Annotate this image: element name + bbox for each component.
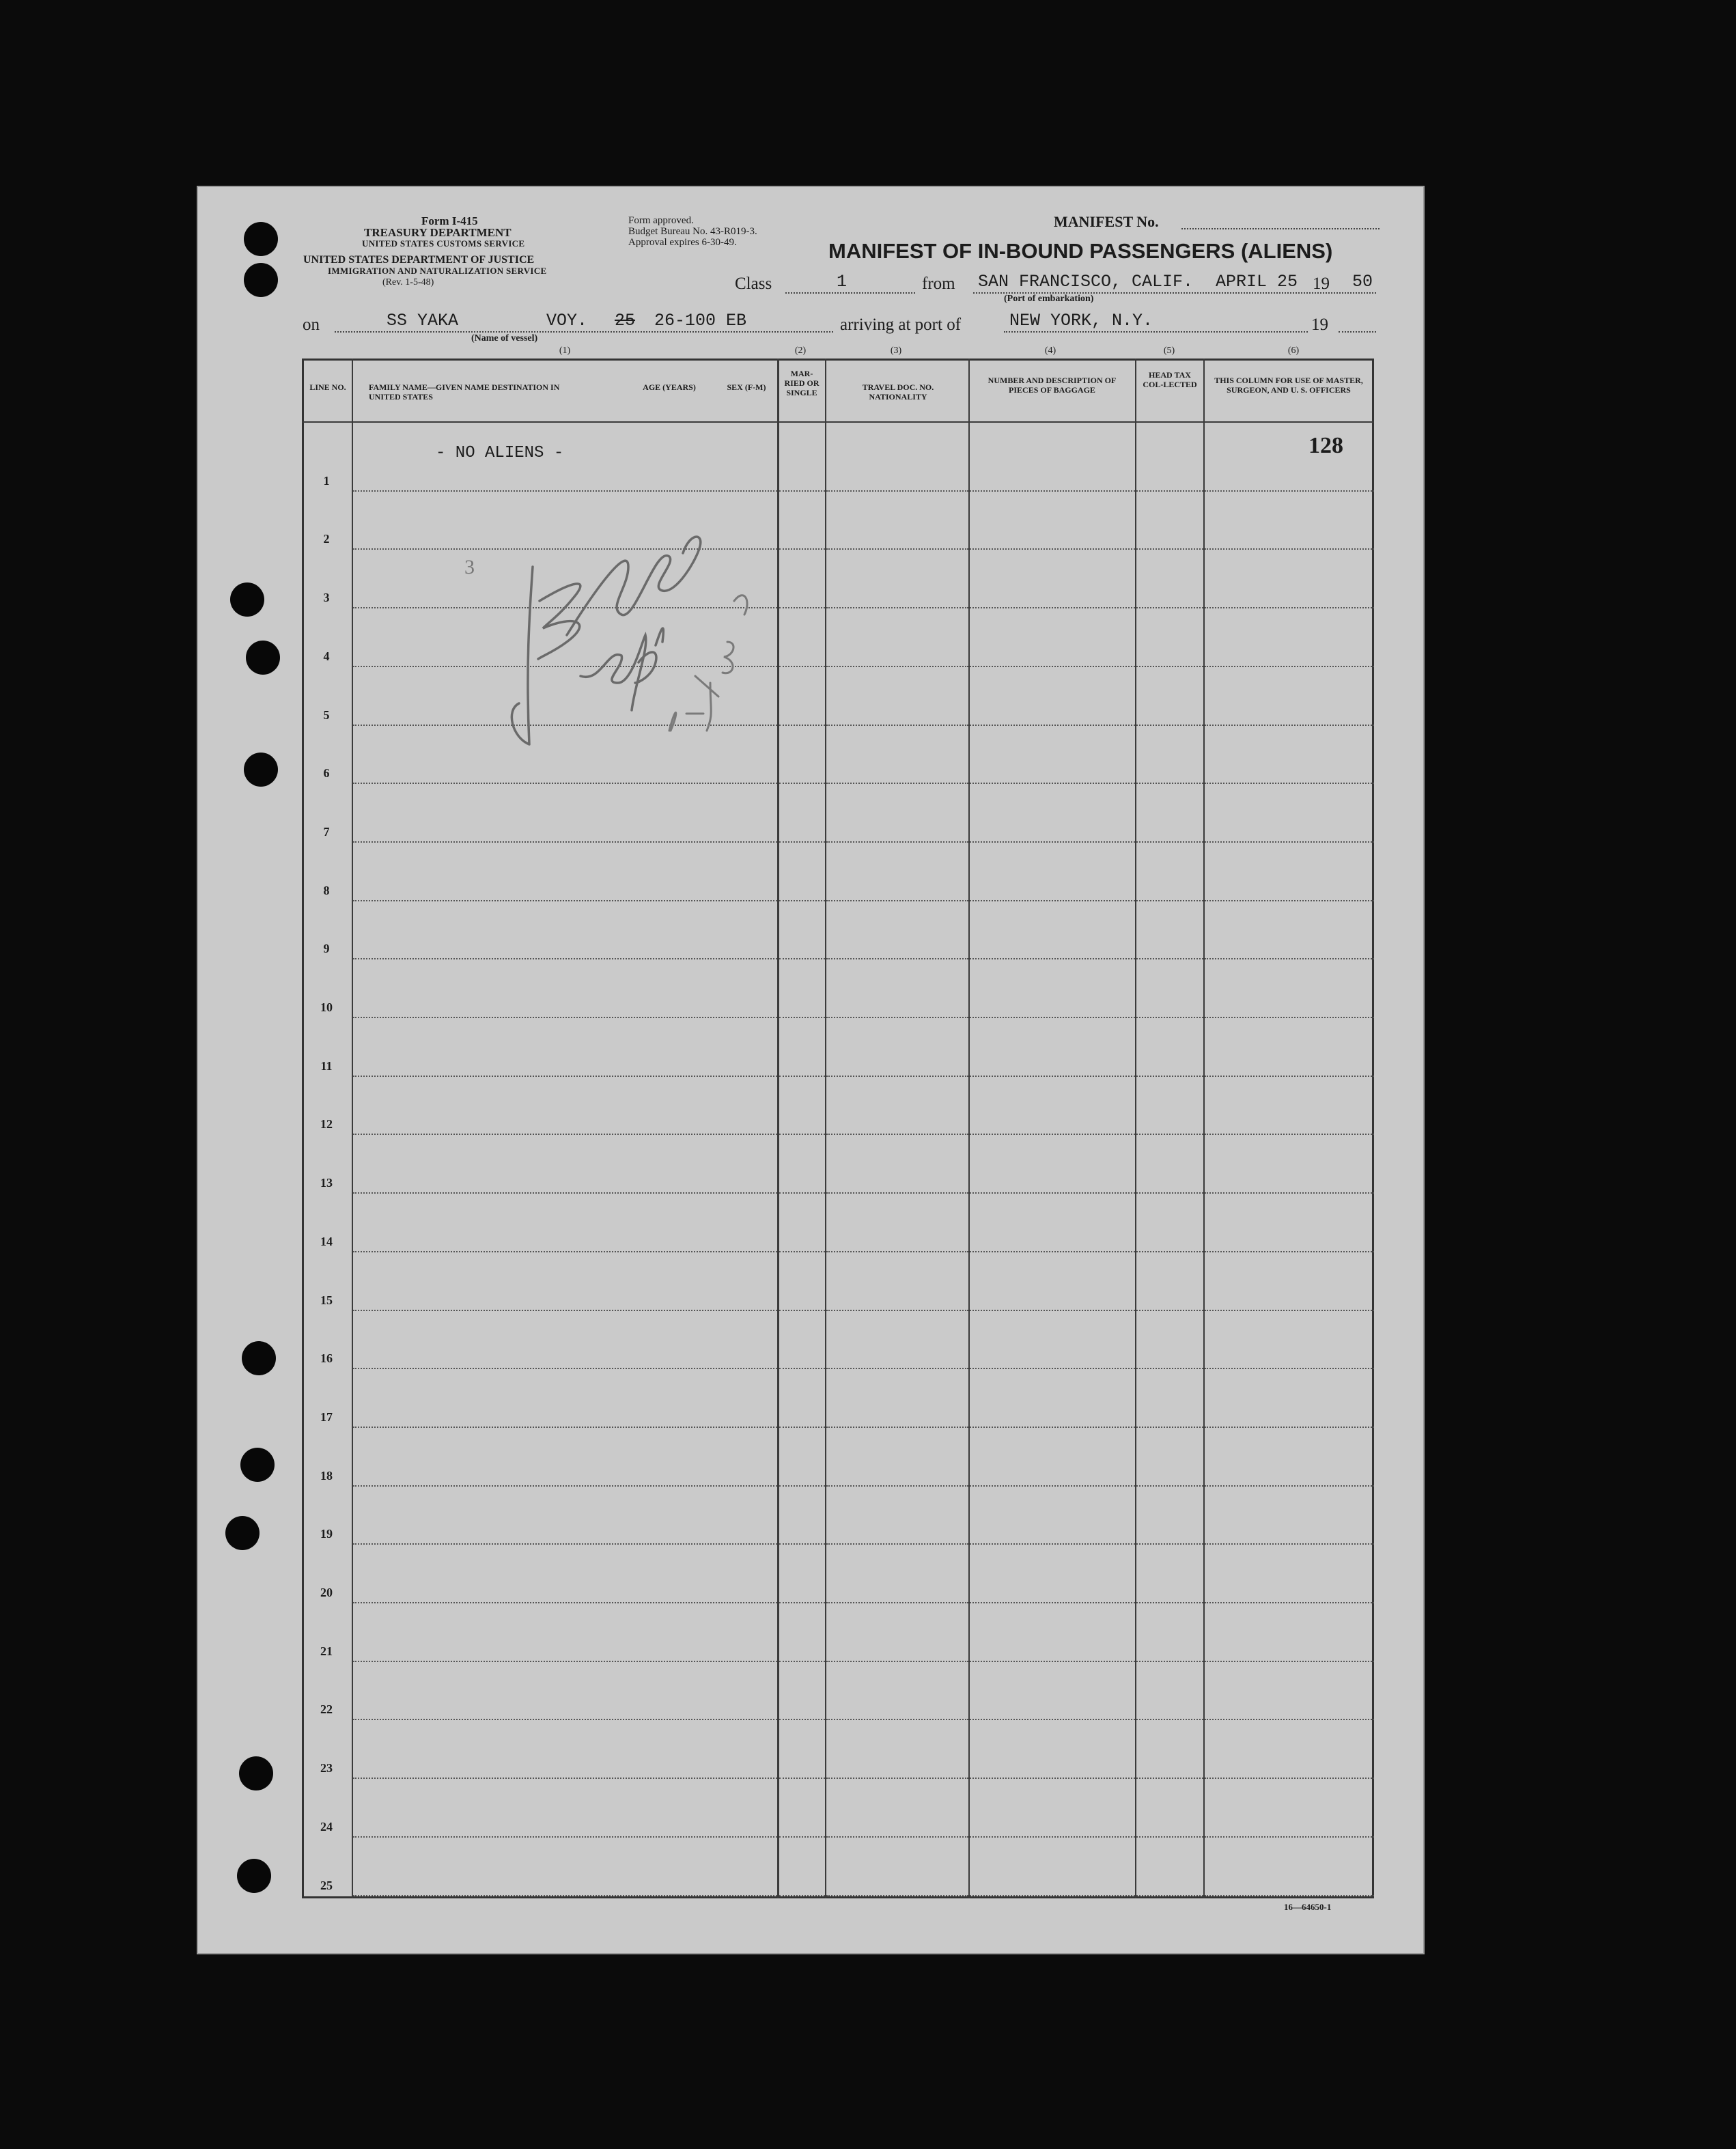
table-row-line[interactable] <box>970 1602 1135 1603</box>
header-separator <box>302 421 1374 423</box>
row-number: 11 <box>320 1058 333 1073</box>
handwritten-mark: 3 <box>464 556 475 578</box>
table-row-line[interactable] <box>1205 1076 1374 1077</box>
table-row-line[interactable] <box>779 1310 825 1311</box>
vessel-name-value[interactable]: SS YAKA <box>387 311 459 331</box>
header-line-no: LINE NO. <box>309 382 346 392</box>
table-row-line[interactable] <box>1205 1719 1374 1720</box>
col-divider <box>968 359 970 1898</box>
binder-hole <box>244 222 278 256</box>
table-row-line[interactable] <box>970 1485 1135 1487</box>
row-number: 25 <box>320 1878 333 1892</box>
table-row-line[interactable] <box>353 841 777 843</box>
approval-line-2: Budget Bureau No. 43-R019-3. <box>628 226 757 237</box>
row-number: 2 <box>323 532 330 546</box>
header-age: AGE (YEARS) <box>643 382 696 392</box>
table-row-line[interactable] <box>1136 1192 1203 1194</box>
table-row-line[interactable] <box>970 1836 1135 1838</box>
table-row-line[interactable] <box>353 1895 777 1896</box>
header-travel-doc: TRAVEL DOC. NO. NATIONALITY <box>862 382 934 402</box>
row-number: 13 <box>320 1176 333 1190</box>
table-row-line[interactable] <box>970 1895 1135 1896</box>
row-number: 12 <box>320 1117 333 1132</box>
table-row-line[interactable] <box>970 1076 1135 1077</box>
table-row-line[interactable] <box>779 958 825 959</box>
col-number-5: (5) <box>1163 346 1175 356</box>
table-row-line[interactable] <box>970 607 1135 608</box>
table-row-line[interactable] <box>779 490 825 492</box>
table-row-line[interactable] <box>1205 1310 1374 1311</box>
table-row-line[interactable] <box>353 1192 777 1194</box>
table-row-line[interactable] <box>1205 1017 1374 1018</box>
treasury-dept: TREASURY DEPARTMENT <box>364 226 512 239</box>
table-row-line[interactable] <box>1205 1836 1374 1838</box>
table-row-line[interactable] <box>1136 900 1203 901</box>
table-row-line[interactable] <box>826 490 968 492</box>
col-number-3: (3) <box>890 346 902 356</box>
table-row-line[interactable] <box>779 1778 825 1779</box>
table-row-line[interactable] <box>1205 1895 1374 1896</box>
table-row-line[interactable] <box>353 1310 777 1311</box>
table-row-line[interactable] <box>1136 490 1203 492</box>
table-row-line[interactable] <box>779 1076 825 1077</box>
table-row-line[interactable] <box>1205 666 1374 667</box>
table-row-line[interactable] <box>1136 548 1203 550</box>
table-row-line[interactable] <box>1136 1427 1203 1428</box>
table-row-line[interactable] <box>353 1017 777 1018</box>
table-row-line[interactable] <box>779 725 825 726</box>
table-row-line[interactable] <box>970 1310 1135 1311</box>
table-row-line[interactable] <box>970 1368 1135 1369</box>
table-row-line[interactable] <box>826 900 968 901</box>
table-row-line[interactable] <box>1136 1778 1203 1779</box>
table-row-line[interactable] <box>779 1602 825 1603</box>
binder-hole <box>246 641 280 675</box>
table-row-line[interactable] <box>970 548 1135 550</box>
table-row-line[interactable] <box>779 1251 825 1252</box>
manifest-number-field[interactable] <box>1181 228 1380 229</box>
row-number: 1 <box>323 473 330 488</box>
table-row-line[interactable] <box>779 1134 825 1135</box>
row-number: 6 <box>323 766 330 781</box>
arrival-field-line <box>1004 331 1308 333</box>
table-row-line[interactable] <box>779 1017 825 1018</box>
table-row-line[interactable] <box>826 548 968 550</box>
table-row-line[interactable] <box>779 1368 825 1369</box>
row-number: 17 <box>320 1409 333 1424</box>
table-row-line[interactable] <box>353 1719 777 1720</box>
row-number: 14 <box>320 1234 333 1248</box>
table-row-line[interactable] <box>826 1602 968 1603</box>
table-row-line[interactable] <box>1136 666 1203 667</box>
table-row-line[interactable] <box>779 1543 825 1545</box>
table-row-line[interactable] <box>826 1017 968 1018</box>
table-row-line[interactable] <box>826 783 968 784</box>
table-row-line[interactable] <box>970 666 1135 667</box>
table-row-line[interactable] <box>353 1251 777 1252</box>
table-row-line[interactable] <box>1136 1661 1203 1662</box>
table-row-line[interactable] <box>1205 490 1374 492</box>
from-label: from <box>922 275 955 293</box>
table-row-line[interactable] <box>826 1310 968 1311</box>
table-row-line[interactable] <box>826 725 968 726</box>
col-number-6: (6) <box>1287 346 1300 356</box>
table-row-line[interactable] <box>826 1076 968 1077</box>
table-row-line[interactable] <box>779 548 825 550</box>
col-divider <box>1203 359 1205 1898</box>
header-sex: SEX (F-M) <box>727 382 766 392</box>
table-row-line[interactable] <box>1205 548 1374 550</box>
embarkation-port-value[interactable]: SAN FRANCISCO, CALIF. <box>978 272 1194 292</box>
binder-hole <box>240 1448 275 1482</box>
table-row-line[interactable] <box>1205 783 1374 784</box>
manifest-number-label: MANIFEST No. <box>1054 213 1159 230</box>
table-row-line[interactable] <box>1136 725 1203 726</box>
on-label: on <box>303 315 320 334</box>
arrival-year-line <box>1339 331 1376 333</box>
table-row-line[interactable] <box>826 607 968 608</box>
table-row-line[interactable] <box>970 783 1135 784</box>
table-row-line[interactable] <box>779 1427 825 1428</box>
table-row-line[interactable] <box>826 1778 968 1779</box>
table-row-line[interactable] <box>1205 1602 1374 1603</box>
table-row-line[interactable] <box>970 1017 1135 1018</box>
table-row-line[interactable] <box>779 900 825 901</box>
table-row-line[interactable] <box>353 900 777 901</box>
table-row-line[interactable] <box>1136 1485 1203 1487</box>
arrival-port-value[interactable]: NEW YORK, N.Y. <box>1009 311 1153 331</box>
table-row-line[interactable] <box>826 958 968 959</box>
header-name: FAMILY NAME—GIVEN NAME DESTINATION IN UNITED STATES <box>369 382 560 402</box>
table-row-line[interactable] <box>826 1543 968 1545</box>
binder-hole <box>230 582 264 617</box>
row-number: 5 <box>323 707 330 722</box>
table-row-line[interactable] <box>353 1427 777 1428</box>
ins-service: IMMIGRATION AND NATURALIZATION SERVICE <box>328 266 547 276</box>
port-embarkation-caption: (Port of embarkation) <box>1004 294 1094 304</box>
table-row-line[interactable] <box>353 958 777 959</box>
table-row-line[interactable] <box>970 725 1135 726</box>
row-number: 24 <box>320 1819 333 1834</box>
vessel-caption: (Name of vessel) <box>471 333 538 343</box>
table-row-line[interactable] <box>1136 1368 1203 1369</box>
voyage-label: VOY. <box>546 311 588 331</box>
vessel-field-line <box>335 331 833 333</box>
footer-code: 16—64650-1 <box>1284 1902 1332 1912</box>
table-row-line[interactable] <box>1136 1134 1203 1135</box>
row-number: 16 <box>320 1351 333 1366</box>
table-row-line[interactable] <box>1205 1427 1374 1428</box>
table-row-line[interactable] <box>1136 607 1203 608</box>
table-row-line[interactable] <box>826 1719 968 1720</box>
approval-line-1: Form approved. <box>628 215 694 226</box>
table-row-line[interactable] <box>1136 1719 1203 1720</box>
row-number: 19 <box>320 1527 333 1541</box>
table-row-line[interactable] <box>1136 1895 1203 1896</box>
table-row-line[interactable] <box>1136 1076 1203 1077</box>
col-divider <box>825 359 826 1898</box>
year-prefix: 19 <box>1313 275 1330 293</box>
col-divider <box>1135 359 1136 1898</box>
table-row-line[interactable] <box>1205 1251 1374 1252</box>
form-number: Form I-415 <box>421 214 478 227</box>
table-row-line[interactable] <box>1205 1661 1374 1662</box>
arriving-label: arriving at port of <box>840 315 962 334</box>
col-number-2: (2) <box>794 346 807 356</box>
binder-hole <box>244 753 278 787</box>
header-married: MAR-RIED OR SINGLE <box>784 369 820 397</box>
table-row-line[interactable] <box>779 607 825 608</box>
table-row-line[interactable] <box>826 1368 968 1369</box>
table-row-line[interactable] <box>353 1485 777 1487</box>
table-row-line[interactable] <box>1136 841 1203 843</box>
form-revision: (Rev. 1-5-48) <box>382 277 434 287</box>
binder-hole <box>225 1516 260 1550</box>
table-row-line[interactable] <box>1136 1251 1203 1252</box>
officer-number: 128 <box>1308 433 1343 458</box>
table-row-line[interactable] <box>826 1895 968 1896</box>
table-row-line[interactable] <box>1136 958 1203 959</box>
table-row-line[interactable] <box>826 1134 968 1135</box>
table-row-line[interactable] <box>353 1836 777 1838</box>
handwritten-signature <box>464 478 765 765</box>
table-row-line[interactable] <box>970 1778 1135 1779</box>
col-divider <box>777 359 779 1898</box>
voyage-struck-value: 25 <box>615 311 636 331</box>
col-number-4: (4) <box>1044 346 1056 356</box>
table-row-line[interactable] <box>1205 1192 1374 1194</box>
header-head-tax: HEAD TAX COL-LECTED <box>1143 370 1197 389</box>
table-row-line[interactable] <box>779 1661 825 1662</box>
class-field-line <box>785 292 915 294</box>
arrival-year-prefix: 19 <box>1311 315 1328 334</box>
no-aliens-entry: - NO ALIENS - <box>436 444 564 462</box>
row-number: 4 <box>323 649 330 663</box>
table-row-line[interactable] <box>779 1719 825 1720</box>
row-number: 3 <box>323 591 330 605</box>
approval-line-3: Approval expires 6-30-49. <box>628 237 737 248</box>
binder-hole <box>239 1756 273 1790</box>
table-row-line[interactable] <box>1136 1017 1203 1018</box>
table-row-line[interactable] <box>779 841 825 843</box>
table-row-line[interactable] <box>826 1192 968 1194</box>
row-number: 9 <box>323 942 330 956</box>
customs-service: UNITED STATES CUSTOMS SERVICE <box>362 238 525 249</box>
table-row-line[interactable] <box>970 1543 1135 1545</box>
table-row-line[interactable] <box>353 1543 777 1545</box>
table-row-line[interactable] <box>353 1368 777 1369</box>
binder-hole <box>242 1341 276 1375</box>
table-row-line[interactable] <box>353 1661 777 1662</box>
table-row-line[interactable] <box>779 666 825 667</box>
table-row-line[interactable] <box>970 958 1135 959</box>
table-row-line[interactable] <box>826 1251 968 1252</box>
table-row-line[interactable] <box>1205 1485 1374 1487</box>
table-row-line[interactable] <box>1136 1543 1203 1545</box>
table-row-line[interactable] <box>826 841 968 843</box>
header-officers: THIS COLUMN FOR USE OF MASTER, SURGEON, AND U. S. OFFICERS <box>1214 376 1363 395</box>
binder-hole <box>237 1859 271 1893</box>
table-row-line[interactable] <box>353 1778 777 1779</box>
table-row-line[interactable] <box>353 1076 777 1077</box>
row-number: 22 <box>320 1702 333 1717</box>
binder-hole <box>244 263 278 297</box>
row-number: 21 <box>320 1644 333 1658</box>
table-row-line[interactable] <box>1205 1543 1374 1545</box>
col-number-1: (1) <box>559 346 571 356</box>
table-row-line[interactable] <box>970 1134 1135 1135</box>
table-row-line[interactable] <box>1136 1310 1203 1311</box>
table-row-line[interactable] <box>826 1485 968 1487</box>
row-number: 7 <box>323 824 330 839</box>
row-number: 15 <box>320 1293 333 1307</box>
row-number: 8 <box>323 883 330 897</box>
table-row-line[interactable] <box>1205 958 1374 959</box>
table-row-line[interactable] <box>779 1192 825 1194</box>
table-row-line[interactable] <box>970 841 1135 843</box>
table-row-line[interactable] <box>779 1836 825 1838</box>
col-divider <box>352 359 353 1898</box>
table-row-line[interactable] <box>970 1251 1135 1252</box>
table-row-line[interactable] <box>970 1719 1135 1720</box>
table-row-line[interactable] <box>779 1895 825 1896</box>
year-value[interactable]: 50 <box>1352 272 1373 292</box>
header-baggage: NUMBER AND DESCRIPTION OF PIECES OF BAGGAGE <box>988 376 1117 395</box>
table-row-line[interactable] <box>779 1485 825 1487</box>
row-number: 23 <box>320 1761 333 1775</box>
table-row-line[interactable] <box>353 783 777 784</box>
voyage-value[interactable]: 26-100 EB <box>654 311 747 331</box>
table-row-line[interactable] <box>970 1192 1135 1194</box>
manifest-title: MANIFEST OF IN-BOUND PASSENGERS (ALIENS) <box>828 239 1333 263</box>
table-row-line[interactable] <box>1205 725 1374 726</box>
table-row-line[interactable] <box>1205 841 1374 843</box>
table-row-line[interactable] <box>779 783 825 784</box>
table-row-line[interactable] <box>970 1427 1135 1428</box>
table-row-line[interactable] <box>826 1836 968 1838</box>
row-number: 10 <box>320 1000 333 1014</box>
embarkation-date-value[interactable]: APRIL 25 <box>1216 272 1298 292</box>
manifest-table <box>302 359 1374 1898</box>
class-value[interactable]: 1 <box>837 272 848 292</box>
table-row-line[interactable] <box>1136 1602 1203 1603</box>
class-label: Class <box>735 275 772 293</box>
table-row-line[interactable] <box>353 1602 777 1603</box>
table-row-line[interactable] <box>1205 607 1374 608</box>
table-row-line[interactable] <box>1205 900 1374 901</box>
table-row-line[interactable] <box>1136 1836 1203 1838</box>
table-row-line[interactable] <box>1205 1134 1374 1135</box>
table-row-line[interactable] <box>1205 1368 1374 1369</box>
table-row-line[interactable] <box>826 1661 968 1662</box>
row-number: 18 <box>320 1468 333 1483</box>
table-row-line[interactable] <box>353 1134 777 1135</box>
row-number: 20 <box>320 1586 333 1599</box>
table-row-line[interactable] <box>1205 1778 1374 1779</box>
table-row-line[interactable] <box>970 900 1135 901</box>
justice-dept: UNITED STATES DEPARTMENT OF JUSTICE <box>303 254 535 266</box>
table-row-line[interactable] <box>826 1427 968 1428</box>
table-row-line[interactable] <box>826 666 968 667</box>
table-row-line[interactable] <box>970 490 1135 492</box>
table-row-line[interactable] <box>970 1661 1135 1662</box>
table-row-line[interactable] <box>1136 783 1203 784</box>
